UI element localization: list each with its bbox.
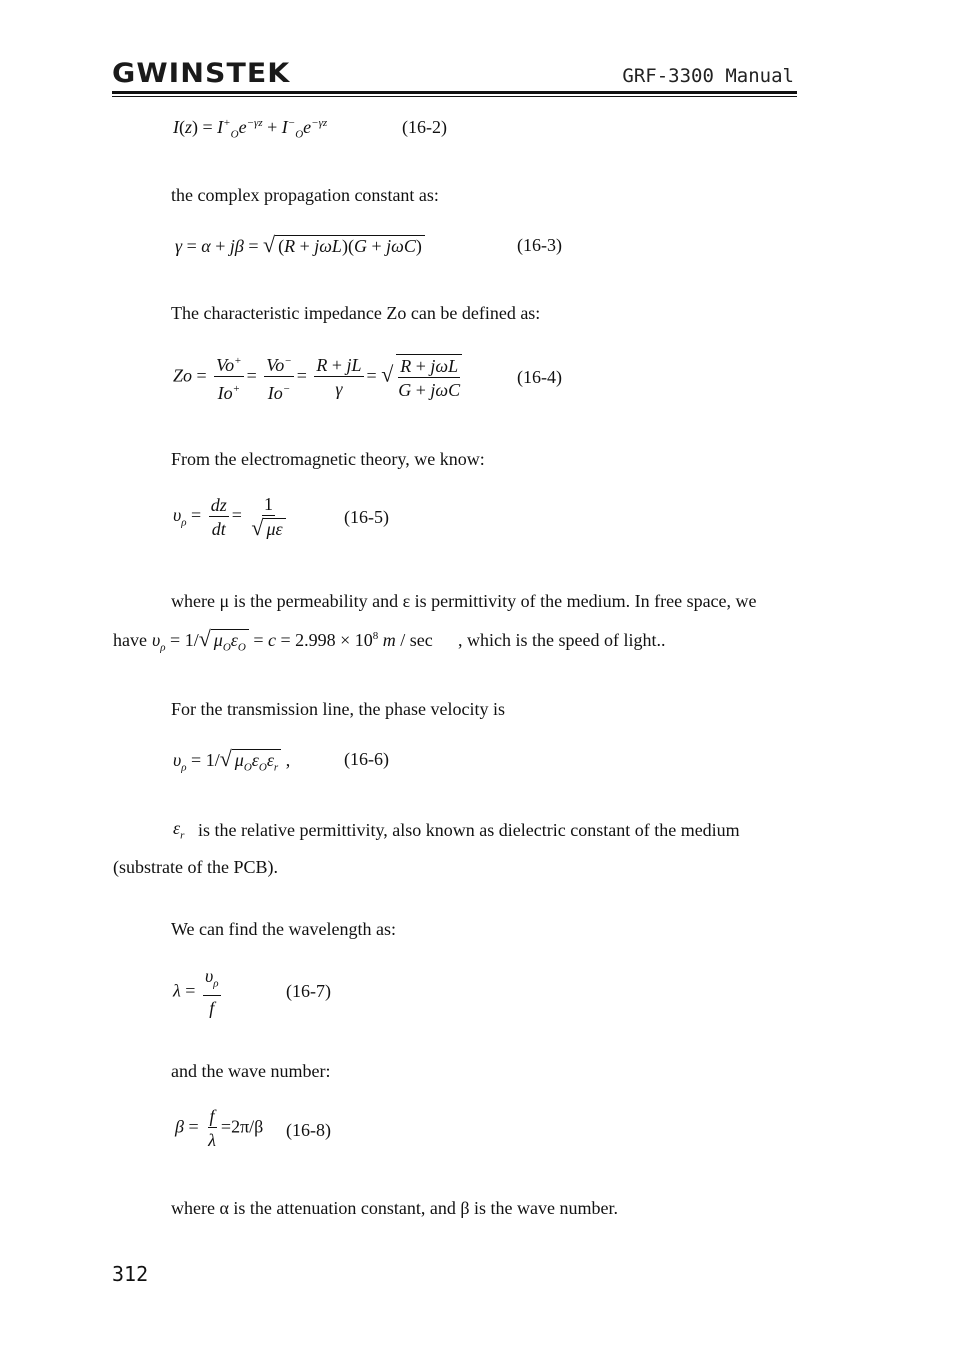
paragraph: We can find the wavelength as: [171, 919, 396, 939]
equation-number: (16-8) [286, 1120, 331, 1140]
equation-16-2: $I(z) = I^+_Oe^{-\gamma z} + I^-_Oe^{-\gamma z}$ [173, 117, 328, 141]
epsilon-r-symbol: $\varepsilon_r$ [173, 818, 185, 842]
equation-16-8: β = $\frac{f}{\lambda}$ =2π/β [175, 1106, 264, 1150]
gwinstek-logo: GWINSTEK [112, 58, 291, 89]
equation-number: (16-2) [402, 117, 447, 137]
paragraph: where α is the attenuation constant, and β is the wave number. [171, 1198, 618, 1218]
speed-of-light-equation: $\upsilon_\rho = 1/√$ $\mu_O\varepsilon_O = c = 2.998 \times 10^8$ m / sec [152, 626, 433, 658]
paragraph: From the electromagnetic theory, we know: [171, 449, 485, 469]
header-rule-thin [112, 96, 797, 97]
paragraph: The characteristic impedance Zo can be defined as: [171, 303, 541, 323]
equation-16-6: $\upsilon_\rho = 1/√$ $\mu_O\varepsilon_O\varepsilon_r$ , [173, 746, 290, 778]
manual-title: GRF-3300 Manual [622, 65, 794, 87]
equation-16-5: $\upsilon_\rho$ = $\frac{dz}{dt}$ = $\frac{1}{√ \mu\varepsilon}$ [173, 493, 291, 541]
header-rule-thick [112, 91, 797, 94]
equation-number: (16-6) [344, 749, 389, 769]
equation-number: (16-3) [517, 235, 562, 255]
paragraph: is the relative permittivity, also known as dielectric constant of the medium [198, 820, 740, 840]
equation-16-3: γ = α + jβ = √ (R + jωL)(G + jωC) [175, 232, 425, 258]
equation-number: (16-7) [286, 981, 331, 1001]
paragraph-prefix: have [113, 630, 147, 650]
paragraph: and the wave number: [171, 1061, 331, 1081]
equation-16-4: Zo = $\frac{Vo^+}{Io^+}$ = $\frac{Vo^-}{Io^-}$ = $\frac{R + jL}{\gamma}$ = √ $\frac{\text{R + jωL}}{\text{G + jωC}}$ [173, 350, 465, 405]
paragraph: the complex propagation constant as: [171, 185, 439, 205]
paragraph: where μ is the permeability and ε is permittivity of the medium. In free space, we [171, 591, 757, 611]
paragraph: (substrate of the PCB). [113, 857, 278, 877]
page-number: 312 [112, 1262, 149, 1286]
paragraph-suffix: , which is the speed of light.. [458, 630, 666, 650]
equation-number: (16-4) [517, 367, 562, 387]
equation-16-7: λ = $\frac{\upsilon_\rho}{f}$ [173, 966, 219, 1018]
equation-number: (16-5) [344, 507, 389, 527]
paragraph: For the transmission line, the phase velocity is [171, 699, 505, 719]
